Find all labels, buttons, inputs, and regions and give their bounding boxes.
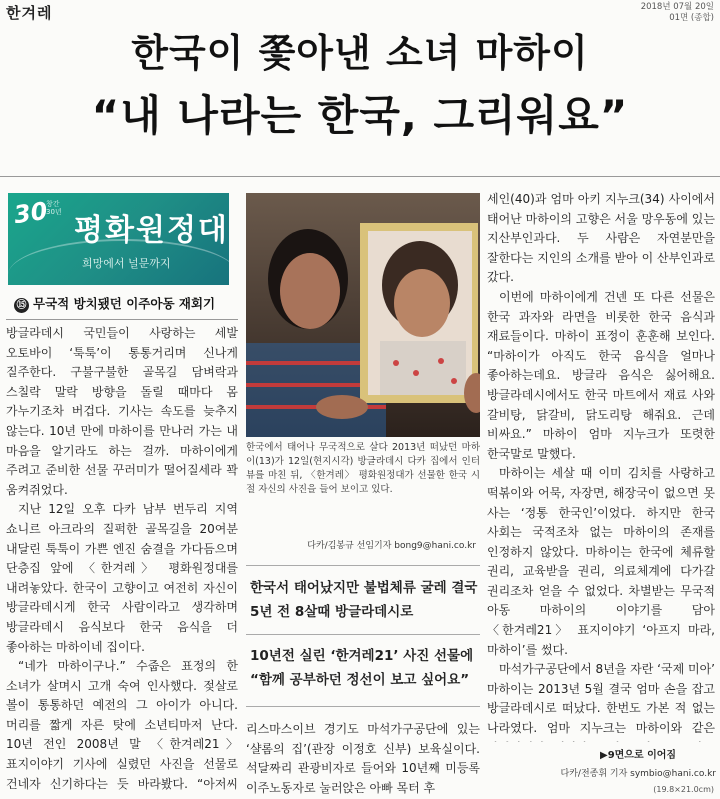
banner-anniversary-number: 30 <box>12 196 50 230</box>
series-divider <box>6 319 238 320</box>
banner-subtitle: 희망에서 널문까지 <box>82 257 171 270</box>
continued-notice: ▶9면으로 이어짐 <box>600 750 677 761</box>
subhead-divider <box>246 634 480 635</box>
photo-credit: 다카/김봉규 선임기자 bong9@hani.co.kr <box>307 541 476 551</box>
series-heading <box>14 294 234 313</box>
article-paragraph: 방글라데시 국민들이 사랑하는 세발 오토바이 ‘툭툭’이 통통거리며 신나게 질주한다. 구불구불한 골목길 담벼락과 스칠락 말락 방향을 돌릴 때마다 몸 가누기조차 버겁다. 기사는 속도를 늦추지 않는다. 10년 만에 마하이를 만나러 가는 내 마음을 알기라도 하는 걸까. 마하이에게 주려고 준비한 선물 꾸러미가 떨어질세라 꽉 움켜쥐었다. <box>6 326 238 497</box>
article-paragraph: 마하이는 세살 때 이미 김치를 사랑하고 떡볶이와 어묵, 자장면, 해장국이 없으면 못 사는 ‘정통 한국인’이었다. 하지만 한국 사회는 국적조차 없는 마하이의 존재를 인정하지 않았다. 마하이는 한국에 체류할 권리, 교육받을 권리, 의료체계에 다가갈 권리조차 얻을 수 없었다. 차별받는 무국적 아동 마하이의 이야기를 담아 〈한겨레21〉 표지이야기 ‘아프지 마라, 마하이’를 썼다. <box>487 466 715 657</box>
headline-divider <box>0 176 720 177</box>
publication-info <box>641 2 714 24</box>
subhead-divider <box>246 706 480 707</box>
clipping-size: (19.8×21.0cm) <box>653 785 714 794</box>
banner-anniversary-label: 창간 30년 <box>46 200 62 216</box>
article-paragraph: 지난 12일 오후 다카 남부 번두리 지역 쇼니르 아크라의 질퍽한 골목길을 20여분 내달린 툭툭이 가쁜 엔진 숨결을 가다듬으며 단층집 앞에 〈한겨레〉 평화원정대를 내려놓았다. 한국이 고향이고 여전히 자신이 방글라데시게 한국 사람이라고 생각하며 방글라데시 음식보다 한국 음식을 더 좋아하는 마하이네 집이다. <box>6 502 238 654</box>
article-byline: 다카/전종휘 기자 symbio@hani.co.kr <box>560 769 716 779</box>
photo-caption: 한국에서 태어나 무국적으로 살다 2013년 떠났던 마하이(13)가 12일(현지시각) 방글라데시 다카 집에서 인터뷰를 마친 뒤, 〈한겨레〉 평화원정대가 선물한 한국 시절 자신의 사진을 들어 보이고 있다. <box>246 442 480 495</box>
photo-illustration <box>246 193 480 437</box>
headline-line-2: “내 나라는 한국, 그리워요” <box>91 91 629 140</box>
series-number: ⑮ <box>14 298 29 313</box>
article-photo <box>246 193 480 437</box>
article-paragraph: 리스마스이브 경기도 마석가구공단에 있는 ‘샬롬의 집’(관장 이정호 신부) 보육실이다. 석달짜리 관광비자로 들어와 10년째 미등록 이주노동자로 눌러앉은 아빠 목터 후 <box>246 722 480 794</box>
article-paragraph: “네가 마하이구나.” 수줍은 표정의 한 소녀가 살며시 고개 숙여 인사했다. 젖살로 볼이 통통하던 예전의 그 아이가 아니다. 머리를 짧게 자른 탓에 소년티마저 난다. 10년 전인 2008년 말 〈한겨레21〉 표지이야기 기사에 실렸던 사진을 선물로 건네자 신기하다는 듯 바라봤다. “아저씨 <box>6 659 238 791</box>
page-number: 01면 (종합) <box>669 13 714 23</box>
subhead-2: 10년전 실린 ‘한겨레21’ 사진 선물에 “함께 공부하던 정선이 보고 싶어요” <box>250 648 474 688</box>
series-banner <box>8 193 229 285</box>
series-title: 무국적 방치됐던 이주아동 재회기 <box>33 296 216 311</box>
subhead-divider <box>246 565 480 566</box>
subhead-1: 한국서 태어났지만 불법체류 굴레 결국 5년 전 8살때 방글라데시로 <box>250 580 478 620</box>
article-column-2 <box>246 720 480 794</box>
publication-date: 2018년 07월 20일 <box>640 2 714 12</box>
article-paragraph: 마석가구공단에서 8년을 자란 ‘국제 미아’ 마하이는 2013년 5월 결국 엄마 손을 잡고 방글라데시로 떠났다. 한번도 가본 적 없는 나라였다. 엄마 지누크는 마하이와 같은 <box>487 662 715 736</box>
article-paragraph: 이번에 마하이에게 건넨 또 다른 선물은 한국 과자와 라면을 비롯한 한국 음식과 재료들이다. 마하이 표정이 훈훈해 보인다. “마하이가 아직도 한국 음식을 얼마나 좋아하는데요. 방글라 음식은 싫어해요. 방글라데시에서도 한국 마트에서 재료 사와 갈비탕, 닭갈비, 닭도리탕 해줘요. 근데 비싸요.” 마하이 엄마 지누크가 또렷한 한국말로 말했다. <box>487 289 715 461</box>
newspaper-logo: 한겨레 <box>6 4 53 22</box>
article-column-1 <box>6 324 238 794</box>
banner-title: 평화원정대 <box>74 213 229 248</box>
headline-line-1: 한국이 쫓아낸 소녀 마하이 <box>131 31 589 75</box>
article-column-3 <box>487 190 715 742</box>
article-paragraph: 세인(40)과 엄마 아키 지누크(34) 사이에서 태어난 마하이의 고향은 서울 망우동에 있는 지산부인과다. 두 사람은 자연분만을 잘한다는 지인의 소개를 받아 이 산부인과로 갔다. <box>487 192 715 285</box>
